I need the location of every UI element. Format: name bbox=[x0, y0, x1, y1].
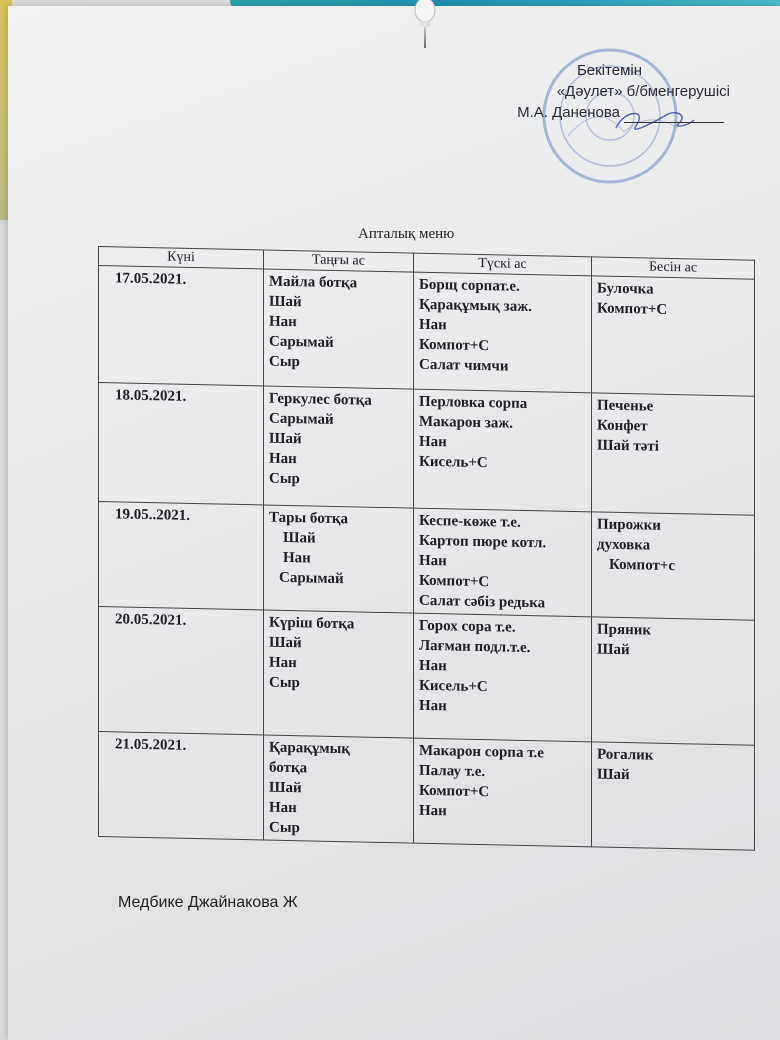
breakfast-item: Сарымай bbox=[279, 569, 344, 588]
breakfast-item: Күріш ботқа bbox=[269, 614, 355, 633]
lunch-item: Макарон сорпа т.е bbox=[419, 742, 544, 762]
lunch-item: Компот+С bbox=[419, 336, 490, 355]
breakfast-cell bbox=[264, 735, 414, 843]
page-title: Апталық меню bbox=[358, 226, 455, 242]
lunch-item: Перловка сорпа bbox=[419, 393, 528, 412]
lunch-item: Кисель+С bbox=[419, 677, 488, 696]
table-row bbox=[99, 266, 755, 397]
snack-item: духовка bbox=[597, 536, 651, 554]
lunch-item: Кеспе-көже т.е. bbox=[419, 512, 521, 531]
breakfast-item: Шай bbox=[269, 430, 302, 448]
date-cell: 18.05.2021. bbox=[99, 383, 264, 505]
date-cell: 21.05.2021. bbox=[99, 732, 264, 840]
lunch-cell bbox=[414, 613, 592, 742]
snack-item: Рогалик bbox=[597, 746, 654, 764]
table-row bbox=[99, 732, 755, 851]
lunch-item: Салат сәбіз редька bbox=[419, 592, 546, 612]
breakfast-item: Шай bbox=[269, 634, 302, 652]
breakfast-item: Шай bbox=[269, 293, 302, 311]
breakfast-item: Нан bbox=[269, 450, 297, 468]
lunch-item: Нан bbox=[419, 697, 447, 715]
snack-cell bbox=[592, 617, 755, 745]
snack-item: Шай bbox=[597, 641, 630, 659]
breakfast-item: Майла ботқа bbox=[269, 273, 358, 292]
date-cell: 19.05..2021. bbox=[99, 502, 264, 610]
header-lunch: Түскі ас bbox=[414, 253, 592, 276]
lunch-item: Нан bbox=[419, 316, 447, 334]
snack-item: Компот+С bbox=[597, 300, 668, 318]
snack-cell bbox=[592, 742, 755, 850]
table-row bbox=[99, 607, 755, 746]
signature-line bbox=[624, 122, 724, 123]
lunch-item: Картоп пюре котл. bbox=[419, 532, 547, 552]
snack-item: Шай тәті bbox=[597, 437, 659, 455]
date-cell: 20.05.2021. bbox=[99, 607, 264, 735]
breakfast-item: Сыр bbox=[269, 674, 300, 692]
breakfast-item: Шай bbox=[283, 529, 316, 547]
snack-item: Компот+с bbox=[609, 556, 676, 575]
breakfast-item: ботқа bbox=[269, 759, 308, 777]
nurse-signature: Медбике Джайнакова Ж bbox=[118, 894, 298, 911]
breakfast-item: Геркулес ботқа bbox=[269, 390, 372, 409]
date-cell: 17.05.2021. bbox=[99, 266, 264, 386]
weekly-menu-table bbox=[98, 246, 755, 851]
breakfast-item: Сарымай bbox=[269, 333, 334, 351]
table-row bbox=[99, 383, 755, 516]
breakfast-item: Қарақұмық bbox=[269, 739, 350, 758]
snack-item: Печенье bbox=[597, 397, 654, 415]
breakfast-item: Нан bbox=[269, 799, 297, 817]
lunch-cell bbox=[414, 738, 592, 847]
breakfast-item: Сарымай bbox=[269, 410, 334, 428]
snack-cell bbox=[592, 512, 755, 620]
breakfast-item: Нан bbox=[283, 549, 311, 567]
header-breakfast: Таңғы ас bbox=[264, 250, 414, 272]
breakfast-item: Сыр bbox=[269, 819, 300, 837]
lunch-cell bbox=[414, 508, 592, 617]
lunch-item: Горох сора т.е. bbox=[419, 617, 516, 636]
snack-item: Шай bbox=[597, 766, 630, 784]
lunch-item: Компот+С bbox=[419, 782, 490, 801]
approval-signatory bbox=[470, 102, 730, 123]
approval-position: «Дәулет» б/бменгерушісі bbox=[556, 83, 730, 100]
breakfast-item: Тары ботқа bbox=[269, 509, 349, 528]
lunch-item: Компот+С bbox=[419, 572, 490, 591]
lunch-item: Салат чимчи bbox=[419, 356, 509, 375]
lunch-item: Макарон заж. bbox=[419, 413, 513, 432]
snack-cell bbox=[592, 393, 755, 515]
lunch-cell bbox=[414, 272, 592, 393]
breakfast-item: Нан bbox=[269, 654, 297, 672]
breakfast-item: Сыр bbox=[269, 470, 300, 488]
snack-item: Конфет bbox=[597, 417, 648, 435]
lunch-cell bbox=[414, 389, 592, 512]
lunch-item: Нан bbox=[419, 552, 447, 570]
approval-block bbox=[470, 60, 730, 123]
breakfast-cell bbox=[264, 505, 414, 613]
header-date: Күні bbox=[99, 247, 264, 269]
lunch-item: Лағман подл.т.е. bbox=[419, 637, 531, 657]
push-pin-icon bbox=[410, 0, 440, 60]
lunch-item: Нан bbox=[419, 802, 447, 820]
breakfast-item: Шай bbox=[269, 779, 302, 797]
approval-title: Бекітемін bbox=[576, 62, 642, 79]
breakfast-item: Сыр bbox=[269, 353, 300, 371]
snack-item: Пряник bbox=[597, 621, 652, 639]
table-row bbox=[99, 502, 755, 621]
approval-name: М.А. Даненова bbox=[517, 104, 620, 121]
lunch-item: Кисель+С bbox=[419, 453, 488, 472]
breakfast-item: Нан bbox=[269, 313, 297, 331]
breakfast-cell bbox=[264, 269, 414, 389]
breakfast-cell bbox=[264, 386, 414, 508]
snack-item: Пирожки bbox=[597, 516, 661, 534]
lunch-item: Қарақұмық заж. bbox=[419, 296, 532, 316]
snack-item: Булочка bbox=[597, 280, 654, 298]
lunch-item: Нан bbox=[419, 433, 447, 451]
header-snack: Бесін ас bbox=[592, 257, 755, 279]
lunch-item: Нан bbox=[419, 657, 447, 675]
snack-cell bbox=[592, 276, 755, 396]
lunch-item: Борщ сорпат.е. bbox=[419, 276, 520, 295]
lunch-item: Палау т.е. bbox=[419, 762, 486, 781]
breakfast-cell bbox=[264, 610, 414, 738]
